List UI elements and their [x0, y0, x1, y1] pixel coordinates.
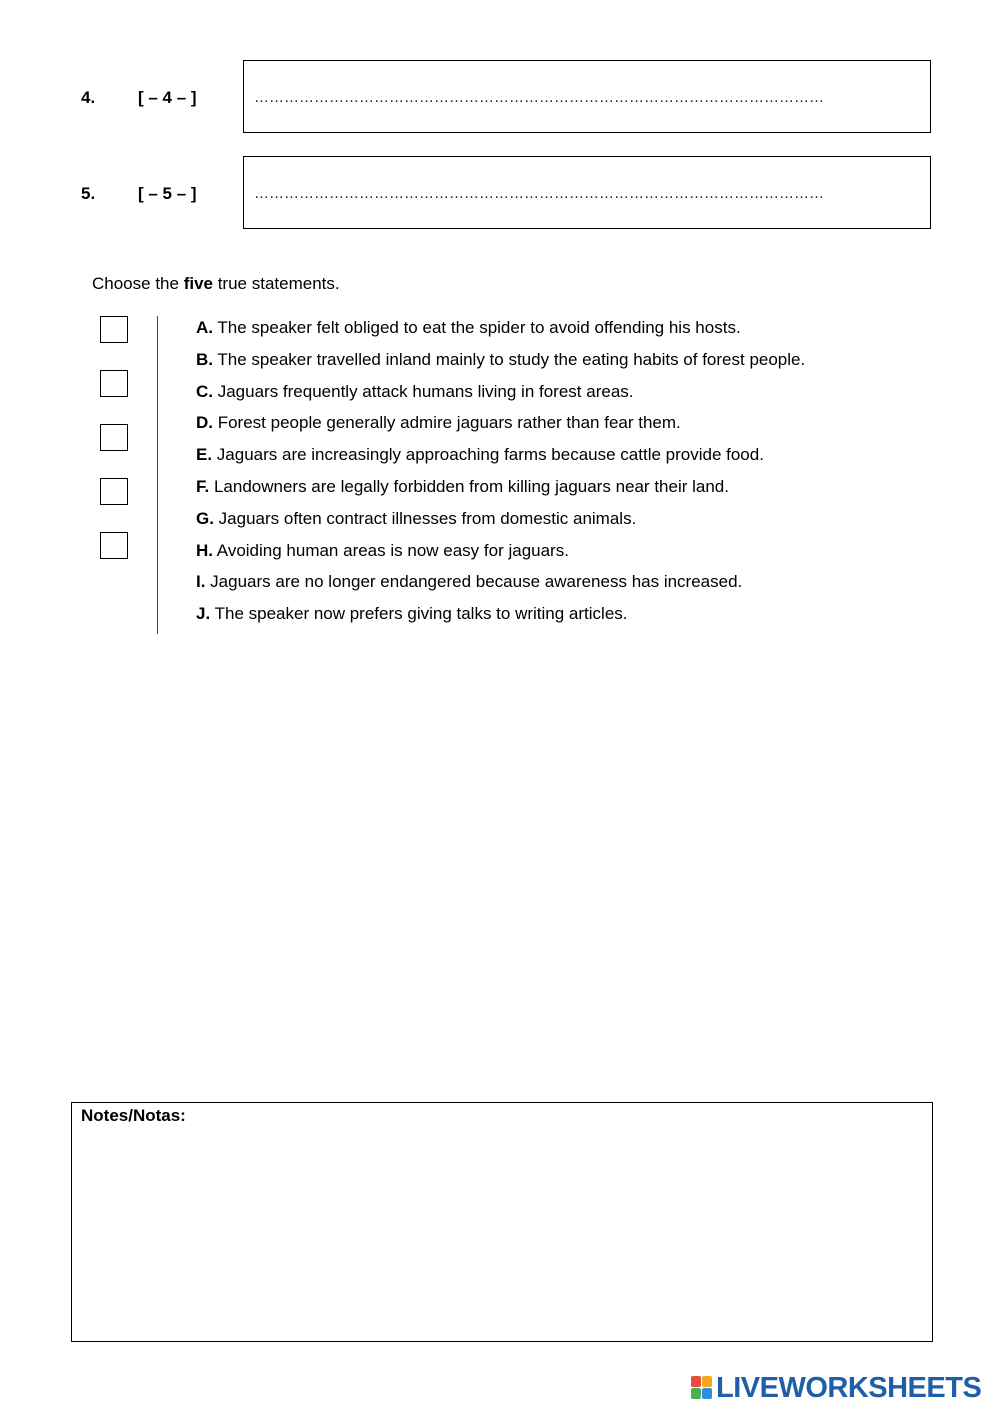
brand-footer [691, 1373, 981, 1403]
statement-c [196, 381, 805, 413]
statement-text: Landowners are legally forbidden from killing jaguars near their land. [209, 476, 729, 496]
question-5-answer-dots: …………………………………………………………………………………………………… [254, 185, 824, 202]
divider-line [157, 316, 158, 634]
question-5-answer-box[interactable] [243, 156, 931, 229]
liveworksheets-logo-icon [691, 1376, 713, 1400]
statement-text: Jaguars are no longer endangered because awareness has increased. [205, 572, 743, 592]
statement-text: The speaker now prefers giving talks to writing articles. [210, 604, 628, 624]
statement-text: Jaguars frequently attack humans living in forest areas. [213, 381, 634, 401]
question-4-answer-box[interactable] [243, 60, 931, 133]
question-4-number: 4. [81, 88, 96, 107]
statement-list [196, 317, 805, 635]
statement-text: Avoiding human areas is now easy for jaguars. [213, 540, 569, 560]
statement-text: The speaker felt obliged to eat the spider to avoid offending his hosts. [213, 318, 741, 337]
answer-checkbox-1[interactable] [100, 316, 128, 343]
notes-box[interactable] [71, 1102, 933, 1342]
notes-title: Notes/Notas: [81, 1106, 186, 1125]
statement-f [196, 476, 805, 508]
instruction-text [92, 274, 340, 294]
statement-letter: F. [196, 476, 210, 496]
statement-g [196, 508, 805, 540]
answer-checkbox-3[interactable] [100, 424, 128, 451]
instruction-before: Choose the [92, 274, 184, 293]
statement-e [196, 444, 805, 476]
statement-letter: D. [196, 413, 213, 433]
statement-letter: A. [196, 318, 213, 337]
statement-i [196, 571, 805, 603]
answer-checkbox-5[interactable] [100, 532, 128, 559]
statement-letter: G. [196, 508, 214, 528]
statement-a [196, 317, 805, 349]
statement-letter: B. [196, 349, 213, 369]
statement-b [196, 349, 805, 381]
statement-d [196, 412, 805, 444]
statement-text: Jaguars often contract illnesses from domestic animals. [213, 508, 637, 528]
answer-checkbox-4[interactable] [100, 478, 128, 505]
statement-letter: H. [196, 540, 213, 560]
statement-text: Forest people generally admire jaguars rather than fear them. [213, 413, 681, 433]
brand-name: LIVEWORKSHEETS [716, 1371, 982, 1404]
statement-j [196, 603, 805, 635]
statement-h [196, 540, 805, 572]
question-5-label: [ – 5 – ] [138, 184, 197, 203]
question-4-answer-dots: …………………………………………………………………………………………………… [254, 89, 824, 106]
question-5-number: 5. [81, 184, 96, 203]
statement-letter: J. [196, 604, 211, 624]
question-4-label: [ – 4 – ] [138, 88, 197, 107]
statement-letter: E. [196, 445, 213, 465]
statement-text: Jaguars are increasingly approaching farms because cattle provide food. [212, 445, 764, 465]
statement-letter: I. [196, 572, 206, 592]
statement-letter: C. [196, 381, 213, 401]
answer-checkbox-2[interactable] [100, 370, 128, 397]
instruction-bold: five [183, 274, 213, 293]
statement-text: The speaker travelled inland mainly to study the eating habits of forest people. [213, 349, 806, 369]
instruction-after: true statements. [212, 274, 340, 293]
